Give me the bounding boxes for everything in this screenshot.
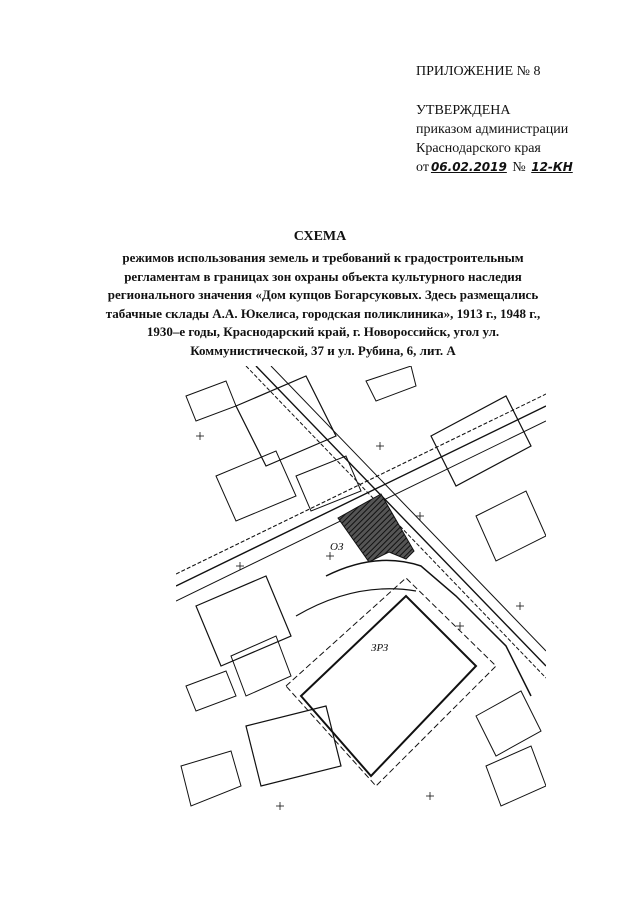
handwritten-date: 06.02.2019 [430, 160, 507, 174]
handwritten-number: 12-КН [531, 160, 573, 174]
date-prefix: от [416, 160, 429, 175]
region-line: Краснодарского края [416, 141, 541, 156]
site-plan-map [176, 366, 546, 822]
document-title: СХЕМА [293, 229, 347, 244]
heritage-object-area [338, 494, 414, 562]
approved-label: УТВЕРЖДЕНА [416, 103, 511, 118]
approval-block [416, 101, 575, 177]
appendix-label: ПРИЛОЖЕНИЕ № 8 [416, 64, 541, 79]
document-subtitle: режимов использования земель и требований к градостроительным регламентам в границах зон охраны объекта культурного наследия регионального значения «Дом купцов Богарсуковых. Здесь размещались табачные склады А.А. Юкелиса, городская поликлиника», 1913 г., 1948 г., 1930–е годы, Краснодарский край, г. Новороссийск, угол ул. Коммунистической, 37 и ул. Рубина, 6, лит. А [105, 250, 541, 358]
order-line: приказом администрации [416, 122, 569, 137]
zone-label-oz: ОЗ [330, 541, 344, 553]
number-prefix: № [512, 160, 526, 175]
zone-label-zrz: ЗРЗ [371, 642, 389, 654]
date-line [416, 158, 575, 177]
